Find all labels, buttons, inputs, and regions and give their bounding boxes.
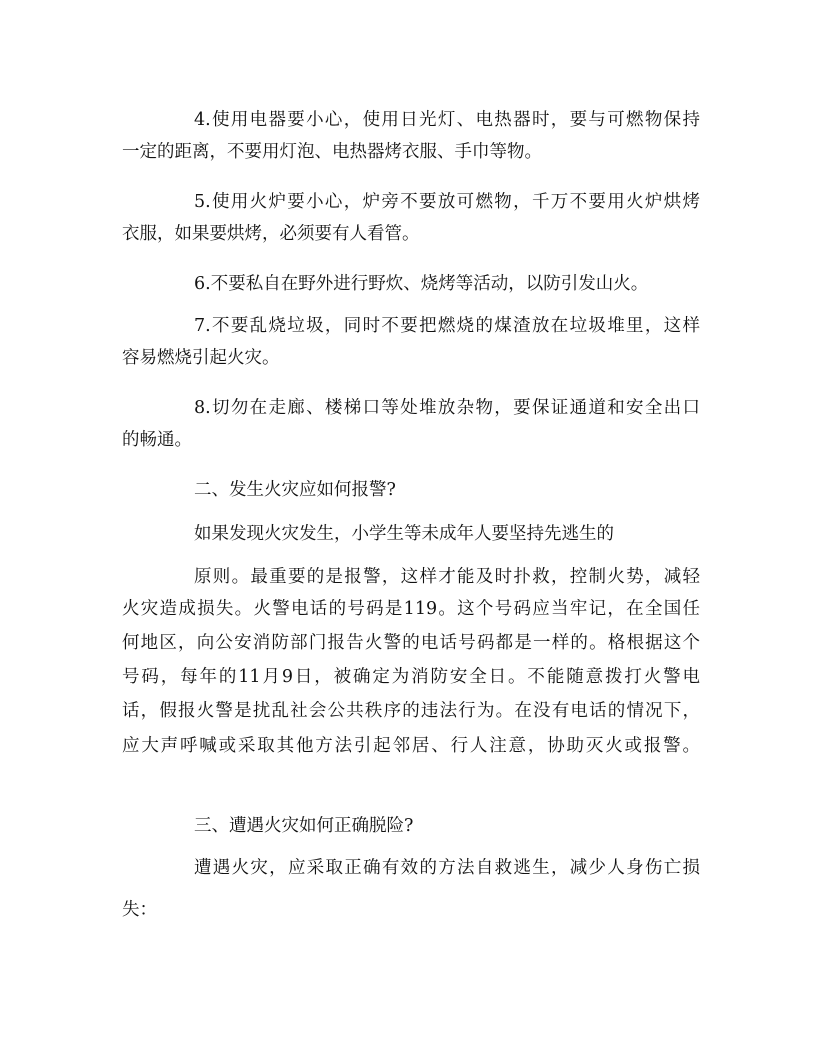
text-line: 7.不要乱烧垃圾，同时不要把燃烧的煤渣放在垃圾堆里，这样 <box>194 316 700 336</box>
paragraph <box>122 852 700 926</box>
text-line: 的畅通。 <box>122 430 192 450</box>
text-line: 失： <box>122 900 157 920</box>
text-line: 一定的距离，不要用灯泡、电热器烤衣服、手巾等物。 <box>122 142 542 162</box>
list-item-4 <box>122 104 700 168</box>
text-line: 火灾造成损失。火警电话的号码是119。这个号码应当牢记，在全国任 <box>122 599 700 619</box>
text-line: 5.使用火炉要小心，炉旁不要放可燃物，千万不要用火炉烘烤 <box>194 192 700 212</box>
heading-text: 二、发生火灾应如何报警? <box>194 480 396 500</box>
section-heading-2 <box>122 474 700 506</box>
text-line: 6.不要私自在野外进行野炊、烧烤等活动，以防引发山火。 <box>194 274 649 294</box>
heading-text: 三、遭遇火灾如何正确脱险? <box>194 816 414 836</box>
list-item-8 <box>122 392 700 456</box>
text-line: 何地区，向公安消防部门报告火警的电话号码都是一样的。格根据这个 <box>122 633 700 653</box>
text-line: 话，假报火警是扰乱社会公共秩序的违法行为。在没有电话的情况下， <box>122 701 700 721</box>
text-line: 如果发现火灾发生，小学生等未成年人要坚持先逃生的 <box>194 524 614 544</box>
section-heading-3 <box>122 810 700 842</box>
text-line: 4.使用电器要小心，使用日光灯、电热器时，要与可燃物保持 <box>194 110 700 130</box>
list-item-6 <box>122 268 700 300</box>
text-line: 8.切勿在走廊、楼梯口等处堆放杂物，要保证通道和安全出口 <box>194 398 700 418</box>
text-line: 衣服，如果要烘烤，必须要有人看管。 <box>122 224 420 244</box>
list-item-7 <box>122 310 700 374</box>
list-item-5 <box>122 186 700 250</box>
paragraph <box>122 518 700 550</box>
paragraph <box>122 561 700 762</box>
text-line: 遭遇火灾，应采取正确有效的方法自救逃生，减少人身伤亡损 <box>194 858 700 878</box>
text-line: 原则。最重要的是报警，这样才能及时扑救，控制火势，减轻 <box>194 567 700 587</box>
text-line: 容易燃烧引起火灾。 <box>122 348 280 368</box>
text-line: 号码，每年的11月9日，被确定为消防安全日。不能随意拨打火警电 <box>122 667 700 687</box>
text-line: 应大声呼喊或采取其他方法引起邻居、行人注意，协助灭火或报警。 <box>122 736 700 756</box>
